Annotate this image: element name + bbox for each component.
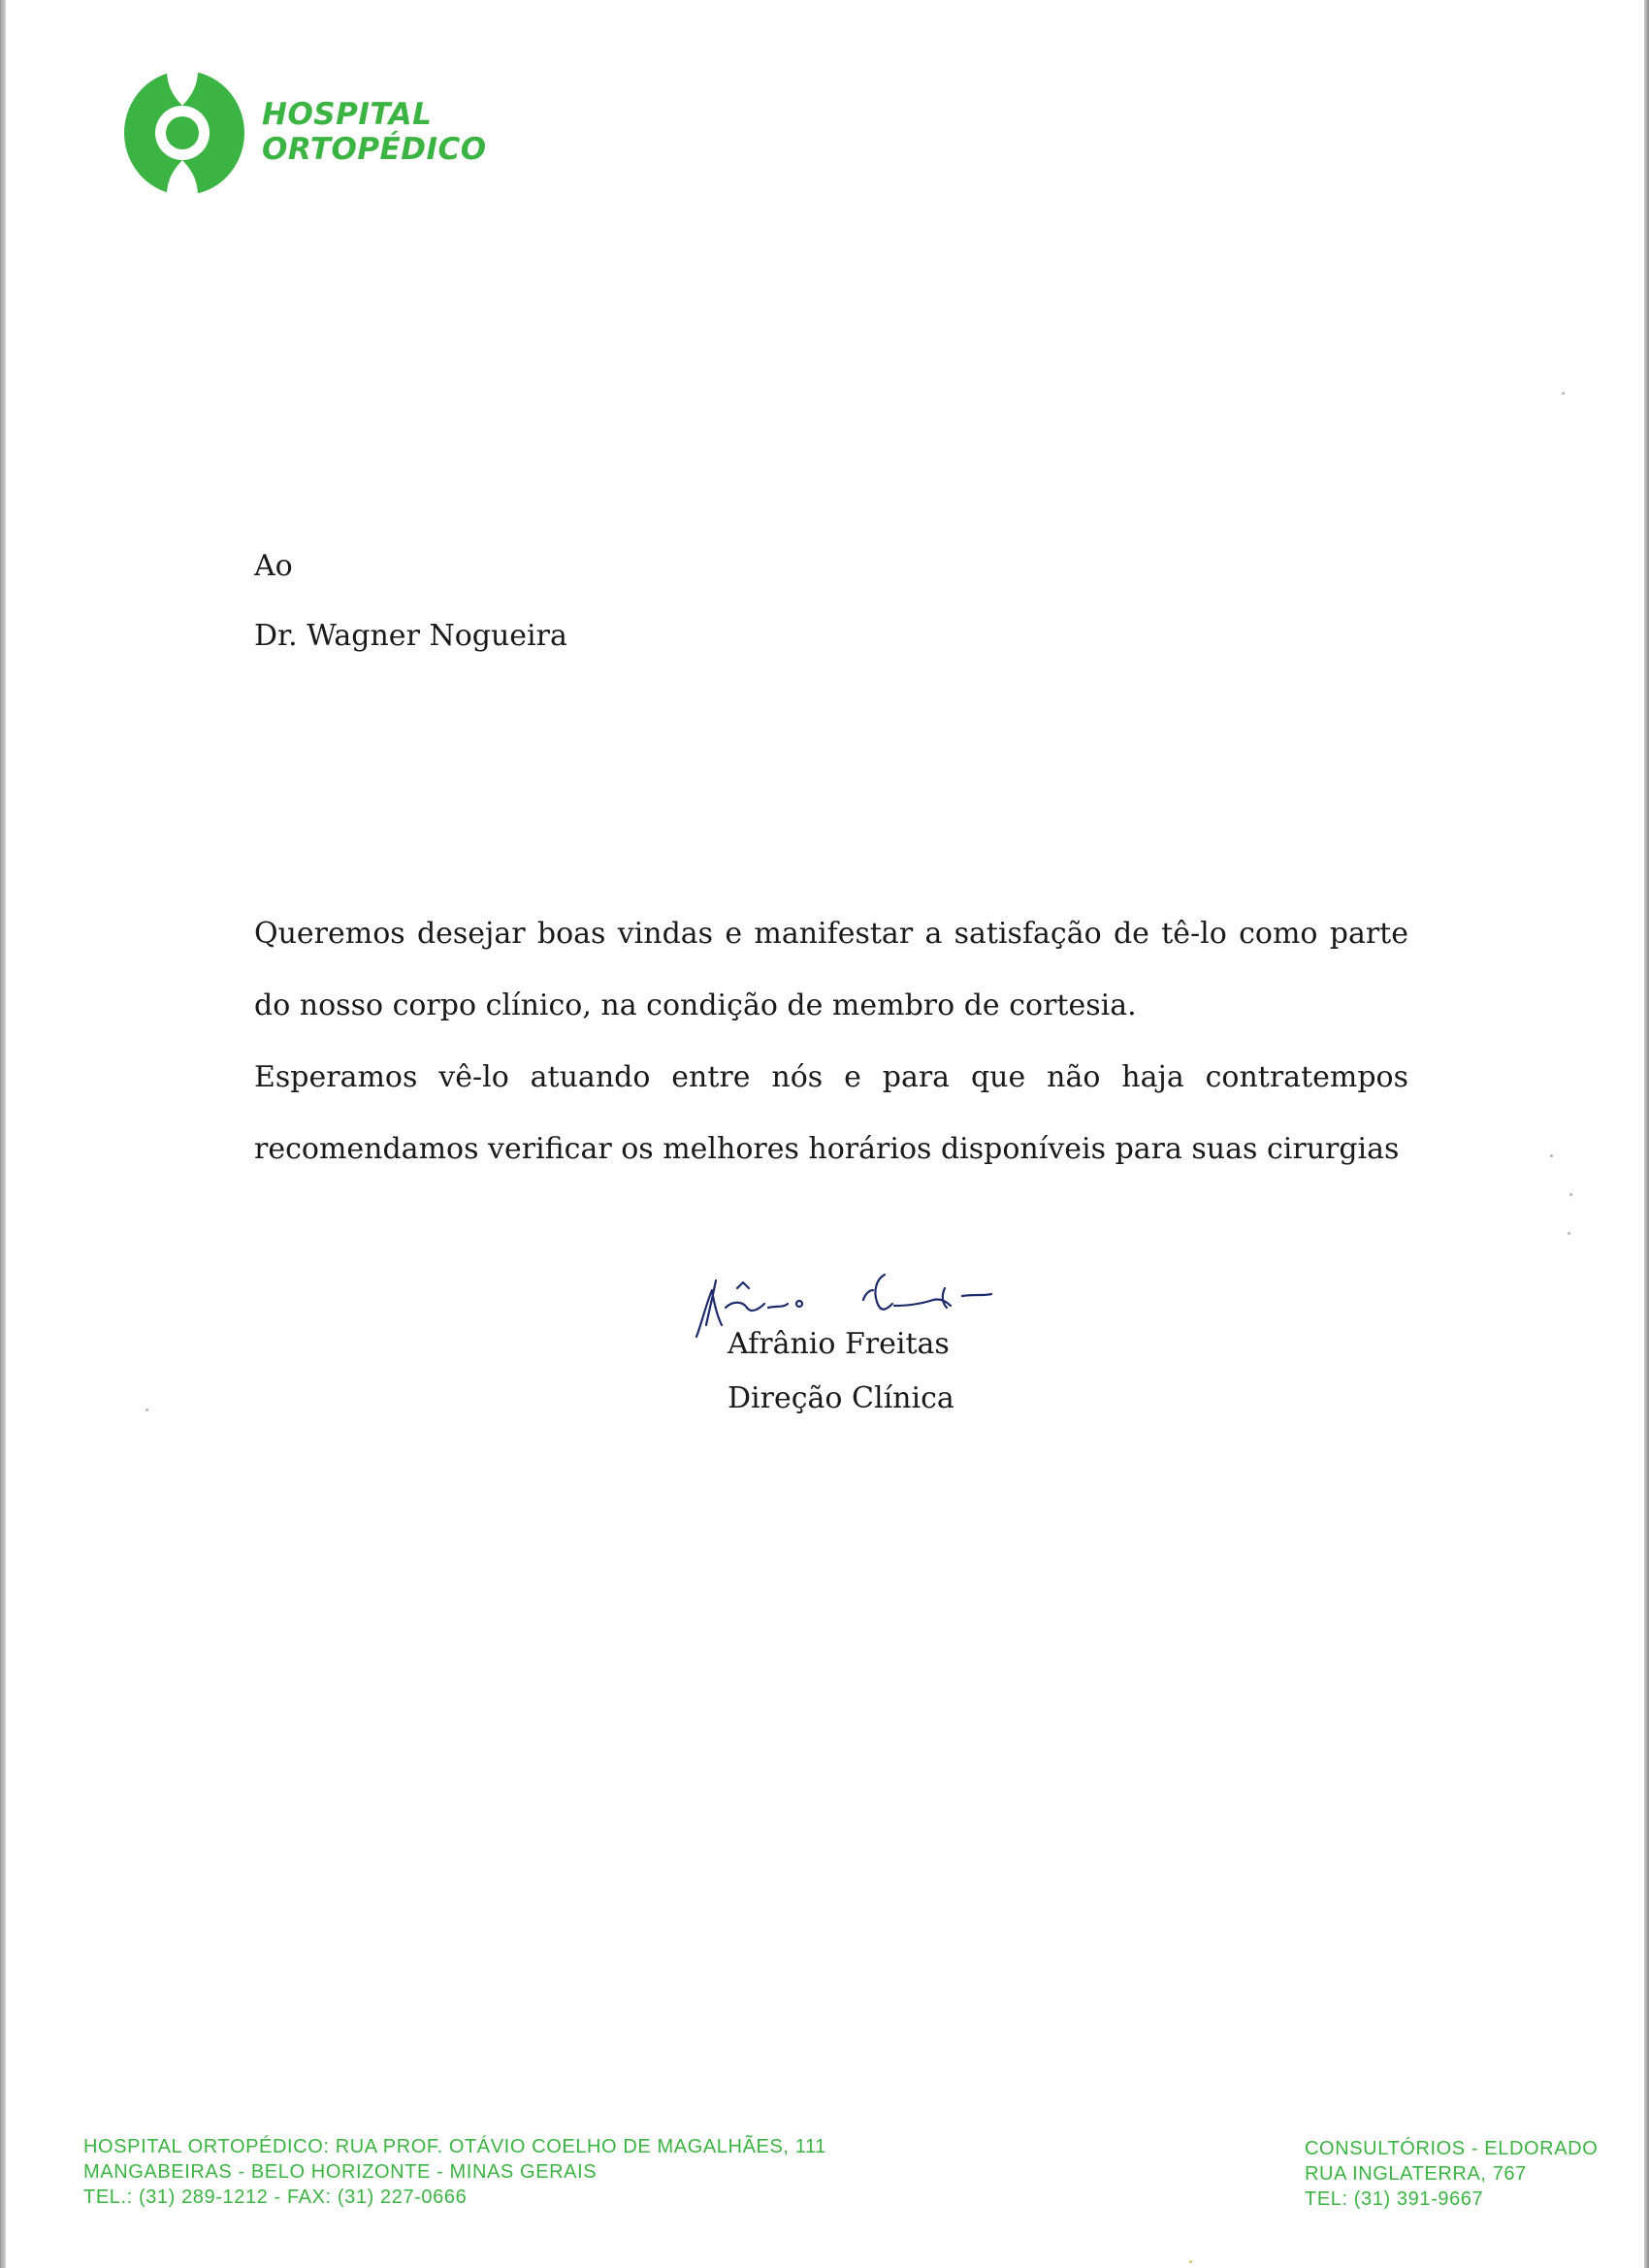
footer-clinic-address (1305, 2136, 1598, 2212)
signer-role: Direção Clínica (728, 1381, 954, 1415)
hospital-name-line2: ORTOPÉDICO (262, 132, 487, 167)
footer-right-line2: RUA INGLATERRA, 767 (1305, 2163, 1527, 2185)
scan-edge-right (1644, 0, 1649, 2268)
scan-speck (146, 1409, 148, 1411)
scan-speck (1568, 1232, 1570, 1235)
letter-body (254, 898, 1408, 1185)
signature-block (679, 1261, 1106, 1415)
body-paragraph-2: Esperamos vê-lo atuando entre nós e para que não haja contratempos recomendamos verificar os melhores horários disponíveis para suas cirurgias (254, 1060, 1408, 1166)
hospital-emblem-icon (124, 70, 248, 196)
footer-left-line3: TEL.: (31) 289-1212 - FAX: (31) 227-0666 (83, 2187, 468, 2208)
scan-speck (1562, 392, 1565, 395)
body-paragraph-1: Queremos desejar boas vindas e manifestar a satisfação de tê-lo como parte do nosso corpo clínico, na condição de membro de cortesia. (254, 917, 1408, 1022)
scan-speck (1550, 1154, 1553, 1157)
scan-speck (1569, 1193, 1572, 1196)
recipient-name: Dr. Wagner Nogueira (254, 619, 567, 653)
footer-hospital-address (83, 2134, 826, 2210)
hospital-logo (124, 70, 512, 201)
footer-right-line1: CONSULTÓRIOS - ELDORADO (1305, 2138, 1599, 2159)
signer-name: Afrânio Freitas (728, 1327, 950, 1361)
hospital-name (262, 97, 487, 167)
scan-speck (1189, 2260, 1192, 2263)
footer-left-line2: MANGABEIRAS - BELO HORIZONTE - MINAS GERAIS (83, 2161, 598, 2183)
footer-left-line1: HOSPITAL ORTOPÉDICO: RUA PROF. OTÁVIO COELHO DE MAGALHÃES, 111 (83, 2136, 826, 2157)
scan-edge-left (0, 0, 6, 2268)
salutation: Ao (254, 549, 293, 583)
hospital-name-line1: HOSPITAL (262, 97, 433, 132)
footer-right-line3: TEL: (31) 391-9667 (1305, 2188, 1484, 2210)
